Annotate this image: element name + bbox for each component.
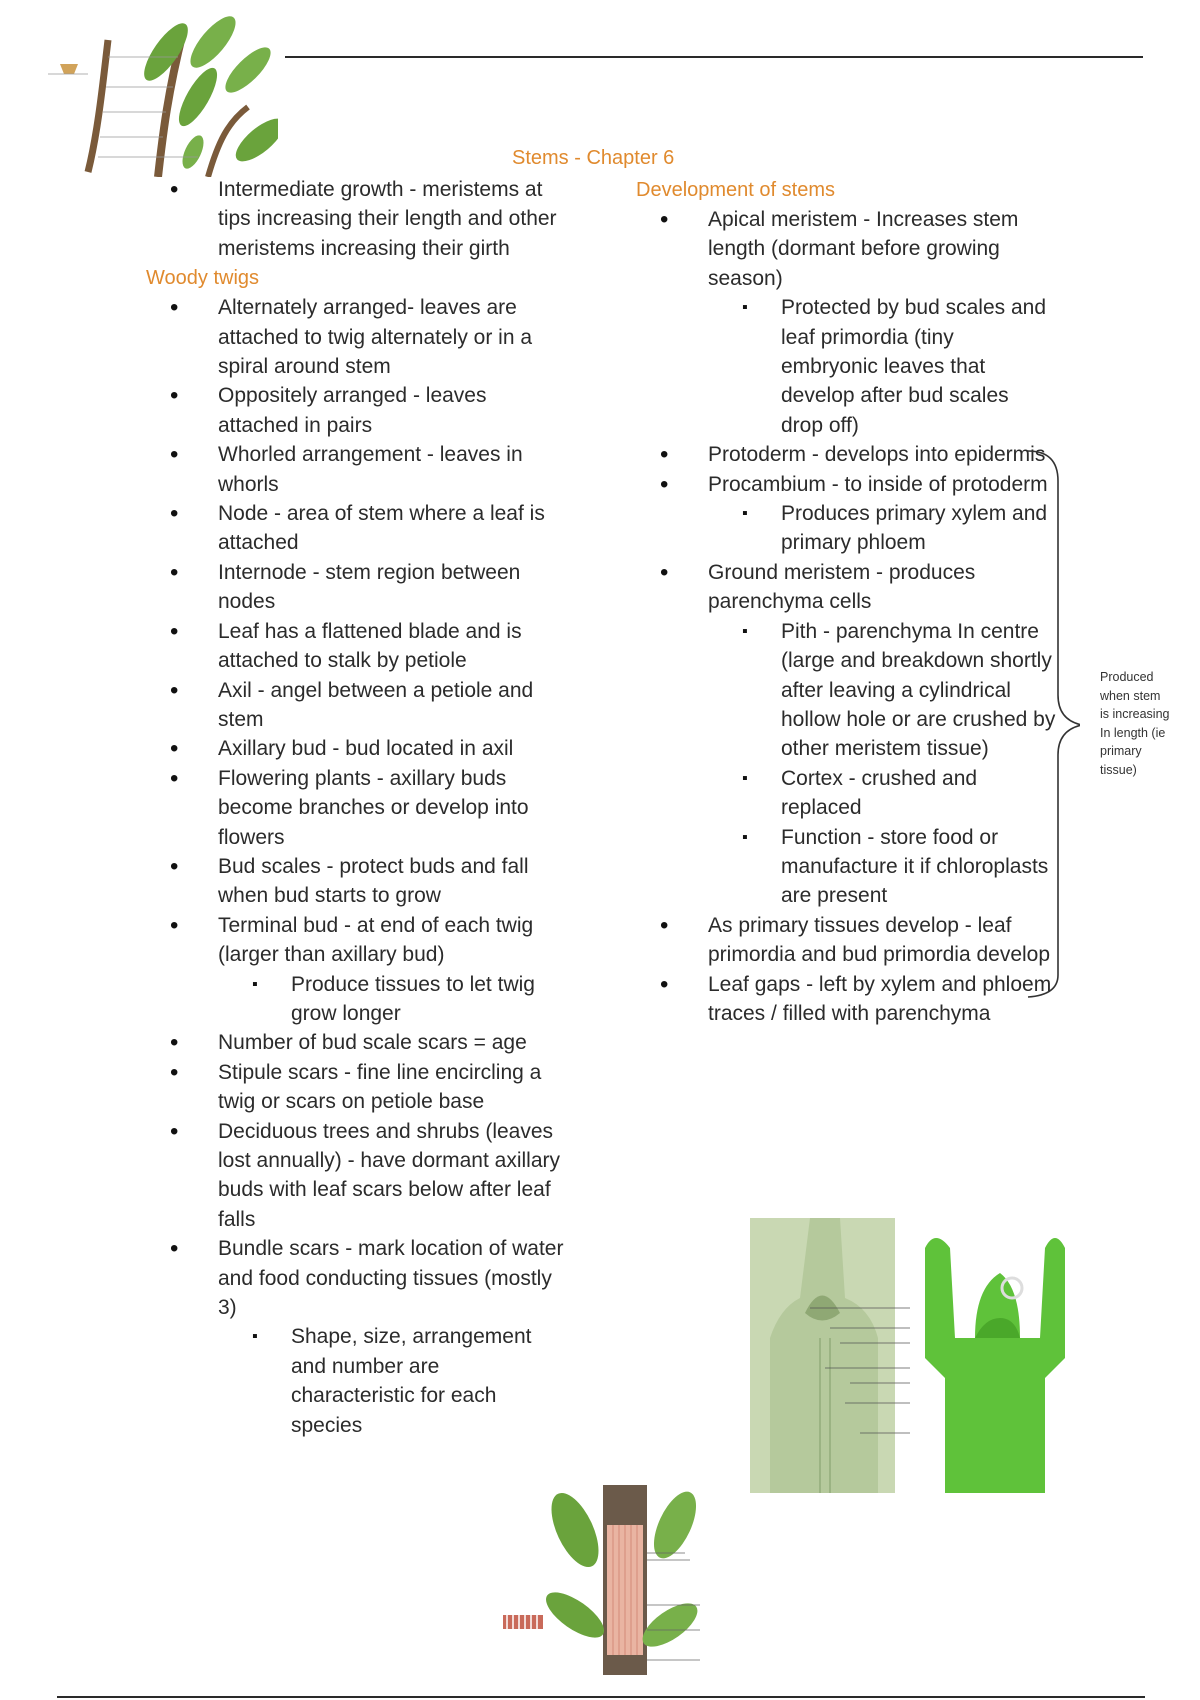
- list-item: • Leaf has a flattened blade and is attached to stalk by petiole: [146, 617, 566, 676]
- list-item: • Leaf gaps - left by xylem and phloem traces / filled with parenchyma: [636, 970, 1056, 1029]
- list-item: • Deciduous trees and shrubs (leaves lost annually) - have dormant axillary buds with leaf scars below after leaf falls: [146, 1117, 566, 1235]
- list-item: • Apical meristem - Increases stem length (dormant before growing season): [636, 205, 1056, 293]
- list-item: • Number of bud scale scars = age: [146, 1028, 566, 1057]
- sub-list-item: ▪ Shape, size, arrangement and number are characteristic for each species: [146, 1322, 566, 1440]
- woody-twigs-heading: Woody twigs: [146, 267, 260, 290]
- list-item: • Stipule scars - fine line encircling a twig or scars on petiole base: [146, 1058, 566, 1117]
- development-list: [636, 205, 1056, 1028]
- list-item: • Whorled arrangement - leaves in whorls: [146, 440, 566, 499]
- list-item: • Procambium - to inside of protoderm: [636, 470, 1056, 499]
- list-item: • Node - area of stem where a leaf is attached: [146, 499, 566, 558]
- left-column: [146, 175, 566, 1440]
- sub-list-item: ▪ Produces primary xylem and primary phloem: [636, 499, 1056, 558]
- list-item: • Internode - stem region between nodes: [146, 558, 566, 617]
- top-rule: [285, 56, 1143, 58]
- list-item: • As primary tissues develop - leaf primordia and bud primordia develop: [636, 911, 1056, 970]
- sub-list-item: ▪ Function - store food or manufacture it if chloroplasts are present: [636, 823, 1056, 911]
- list-item: • Bundle scars - mark location of water and food conducting tissues (mostly 3): [146, 1234, 566, 1322]
- bottom-rule: [57, 1696, 1145, 1698]
- sub-list-item: ▪ Pith - parenchyma In centre (large and breakdown shortly after leaving a cylindrical hollow hole or are crushed by other meristem tissue): [636, 617, 1056, 764]
- bracket-note: Produced when stem is increasing In length (ie primary tissue): [1100, 670, 1170, 777]
- right-column: [636, 175, 1056, 1028]
- list-item: • Axil - angel between a petiole and stem: [146, 676, 566, 735]
- list-item: • Oppositely arranged - leaves attached in pairs: [146, 381, 566, 440]
- woody-twig-figure: [48, 12, 278, 177]
- sub-list-item: ▪ Produce tissues to let twig grow longer: [146, 970, 566, 1029]
- page-title: Stems - Chapter 6: [512, 147, 675, 169]
- list-item: • Alternately arranged- leaves are attached to twig alternately or in a spiral around stem: [146, 293, 566, 381]
- stem-leaf-gap-figure: [495, 1485, 725, 1675]
- list-item: • Axillary bud - bud located in axil: [146, 734, 566, 763]
- list-item: • Flowering plants - axillary buds become branches or develop into flowers: [146, 764, 566, 852]
- curly-bracket: [1020, 445, 1080, 1005]
- list-item: • Intermediate growth - meristems at tips increasing their length and other meristems increasing their girth: [146, 175, 566, 263]
- intro-list: [146, 175, 566, 263]
- development-heading: Development of stems: [636, 179, 835, 201]
- woody-twigs-list: [146, 293, 566, 1440]
- shoot-tip-figure: [750, 1218, 1085, 1493]
- list-item: • Protoderm - develops into epidermis: [636, 440, 1056, 469]
- list-item: • Ground meristem - produces parenchyma cells: [636, 558, 1056, 617]
- list-item: • Bud scales - protect buds and fall when bud starts to grow: [146, 852, 566, 911]
- sub-list-item: ▪ Cortex - crushed and replaced: [636, 764, 1056, 823]
- list-item: • Terminal bud - at end of each twig (larger than axillary bud): [146, 911, 566, 970]
- sub-list-item: ▪ Protected by bud scales and leaf primordia (tiny embryonic leaves that develop after bud scales drop off): [636, 293, 1056, 440]
